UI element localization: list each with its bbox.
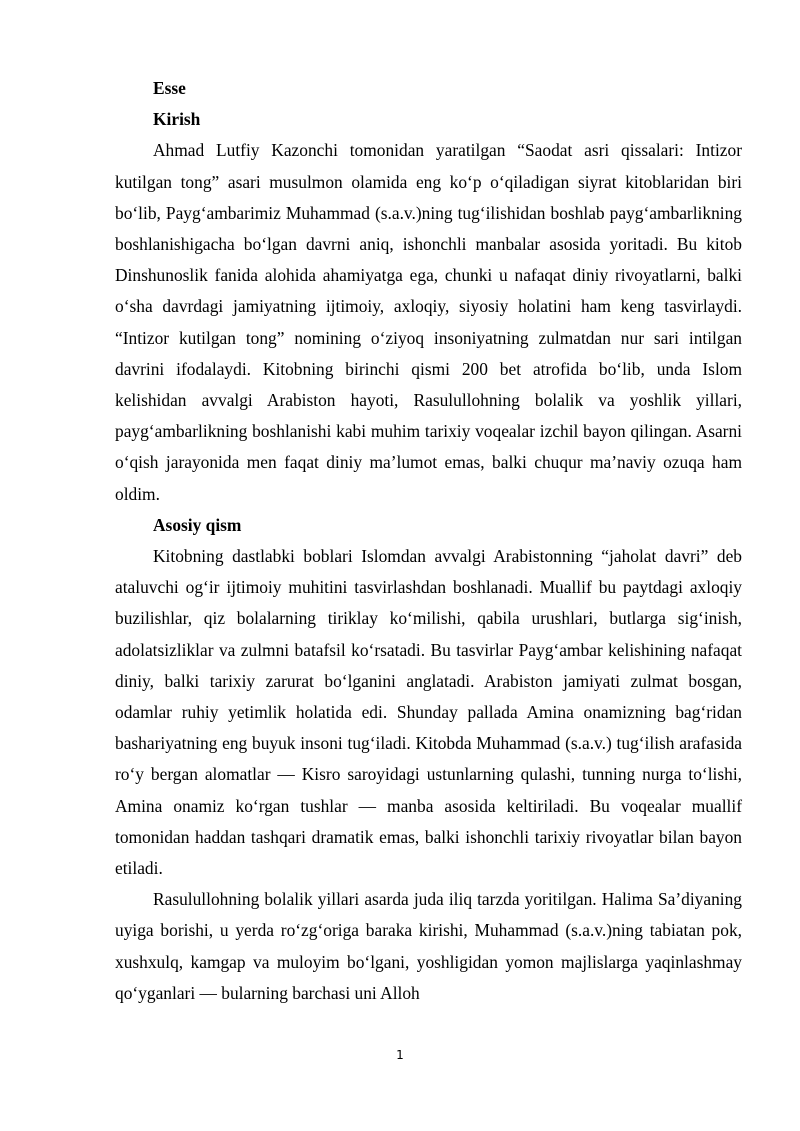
- document-title: Esse: [153, 78, 186, 98]
- intro-paragraph: Ahmad Lutfiy Kazonchi tomonidan yaratilgan “Saodat asri qissalari: Intizor kutilgan tong” asari musulmon olamida eng ko‘p o‘qiladigan siyrat kitoblaridan biri bo‘lib, Payg‘ambarimiz Muhammad (s.a.v.)ning tug‘ilishidan boshlab payg‘ambarlikning boshlanishigacha bo‘lgan davrni aniq, ishonchli manbalar asosida yoritadi. Bu kitob Dinshunoslik fanida alohida ahamiyatga ega, chunki u nafaqat diniy rivoyatlarni, balki o‘sha davrdagi jamiyatning ijtimoiy, axloqiy, siyosiy holatini ham keng tasvirlaydi. “Intizor kutilgan tong” nomining o‘ziyoq insoniyatning zulmatdan nur sari intilgan davrini ifodalaydi. Kitobning birinchi qismi 200 bet atrofida bo‘lib, unda Islom kelishidan avvalgi Arabiston hayoti, Rasulullohning bolalik va yoshlik yillari, payg‘ambarlikning boshlanishi kabi muhim tarixiy voqealar izchil bayon qilingan. Asarni o‘qish jarayonida men faqat diniy ma’lumot emas, balki chuqur ma’naviy ozuqa ham oldim.: [115, 140, 742, 504]
- section-heading-main: Asosiy qism: [153, 514, 242, 535]
- page-number: 1: [396, 1048, 404, 1062]
- main-paragraph-2: Rasulullohning bolalik yillari asarda juda iliq tarzda yoritilgan. Halima Sa’diyaning uyiga borishi, u yerda ro‘zg‘origa baraka kirishi, Muhammad (s.a.v.)ning tabiatan pok, xushxulq, kamgap va muloyim bo‘lgani, yoshligidan yomon majlislarga yaqinlashmay qo‘yganlari — bularning barchasi uni Alloh: [115, 889, 742, 1003]
- main-paragraph-1: Kitobning dastlabki boblari Islomdan avvalgi Arabistonning “jaholat davri” deb ataluvchi og‘ir ijtimoiy muhitini tasvirlashdan boshlanadi. Muallif bu paytdagi axloqiy buzilishlar, qiz bolalarning tiriklay ko‘milishi, qabila urushlari, butlarga sig‘inish, adolatsizliklar va zulmni batafsil ko‘rsatadi. Bu tasvirlar Payg‘ambar kelishining nafaqat diniy, balki tarixiy zarurat bo‘lganini anglatadi. Arabiston jamiyati zulmat bosgan, odamlar ruhiy yetimlik holatida edi. Shunday pallada Amina onamizning bag‘ridan bashariyatning eng buyuk insoni tug‘iladi. Kitobda Muhammad (s.a.v.) tug‘ilish arafasida ro‘y bergan alomatlar — Kisro saroyidagi ustunlarning qulashi, tunning nurga to‘lishi, Amina onamiz ko‘rgan tushlar — manba asosida keltiriladi. Bu voqealar muallif tomonidan haddan tashqari dramatik emas, balki ishonchli tarixiy rivoyatlar bilan bayon etiladi.: [115, 546, 742, 879]
- section-heading-intro: Kirish: [153, 109, 201, 130]
- document-page: [115, 73, 742, 1009]
